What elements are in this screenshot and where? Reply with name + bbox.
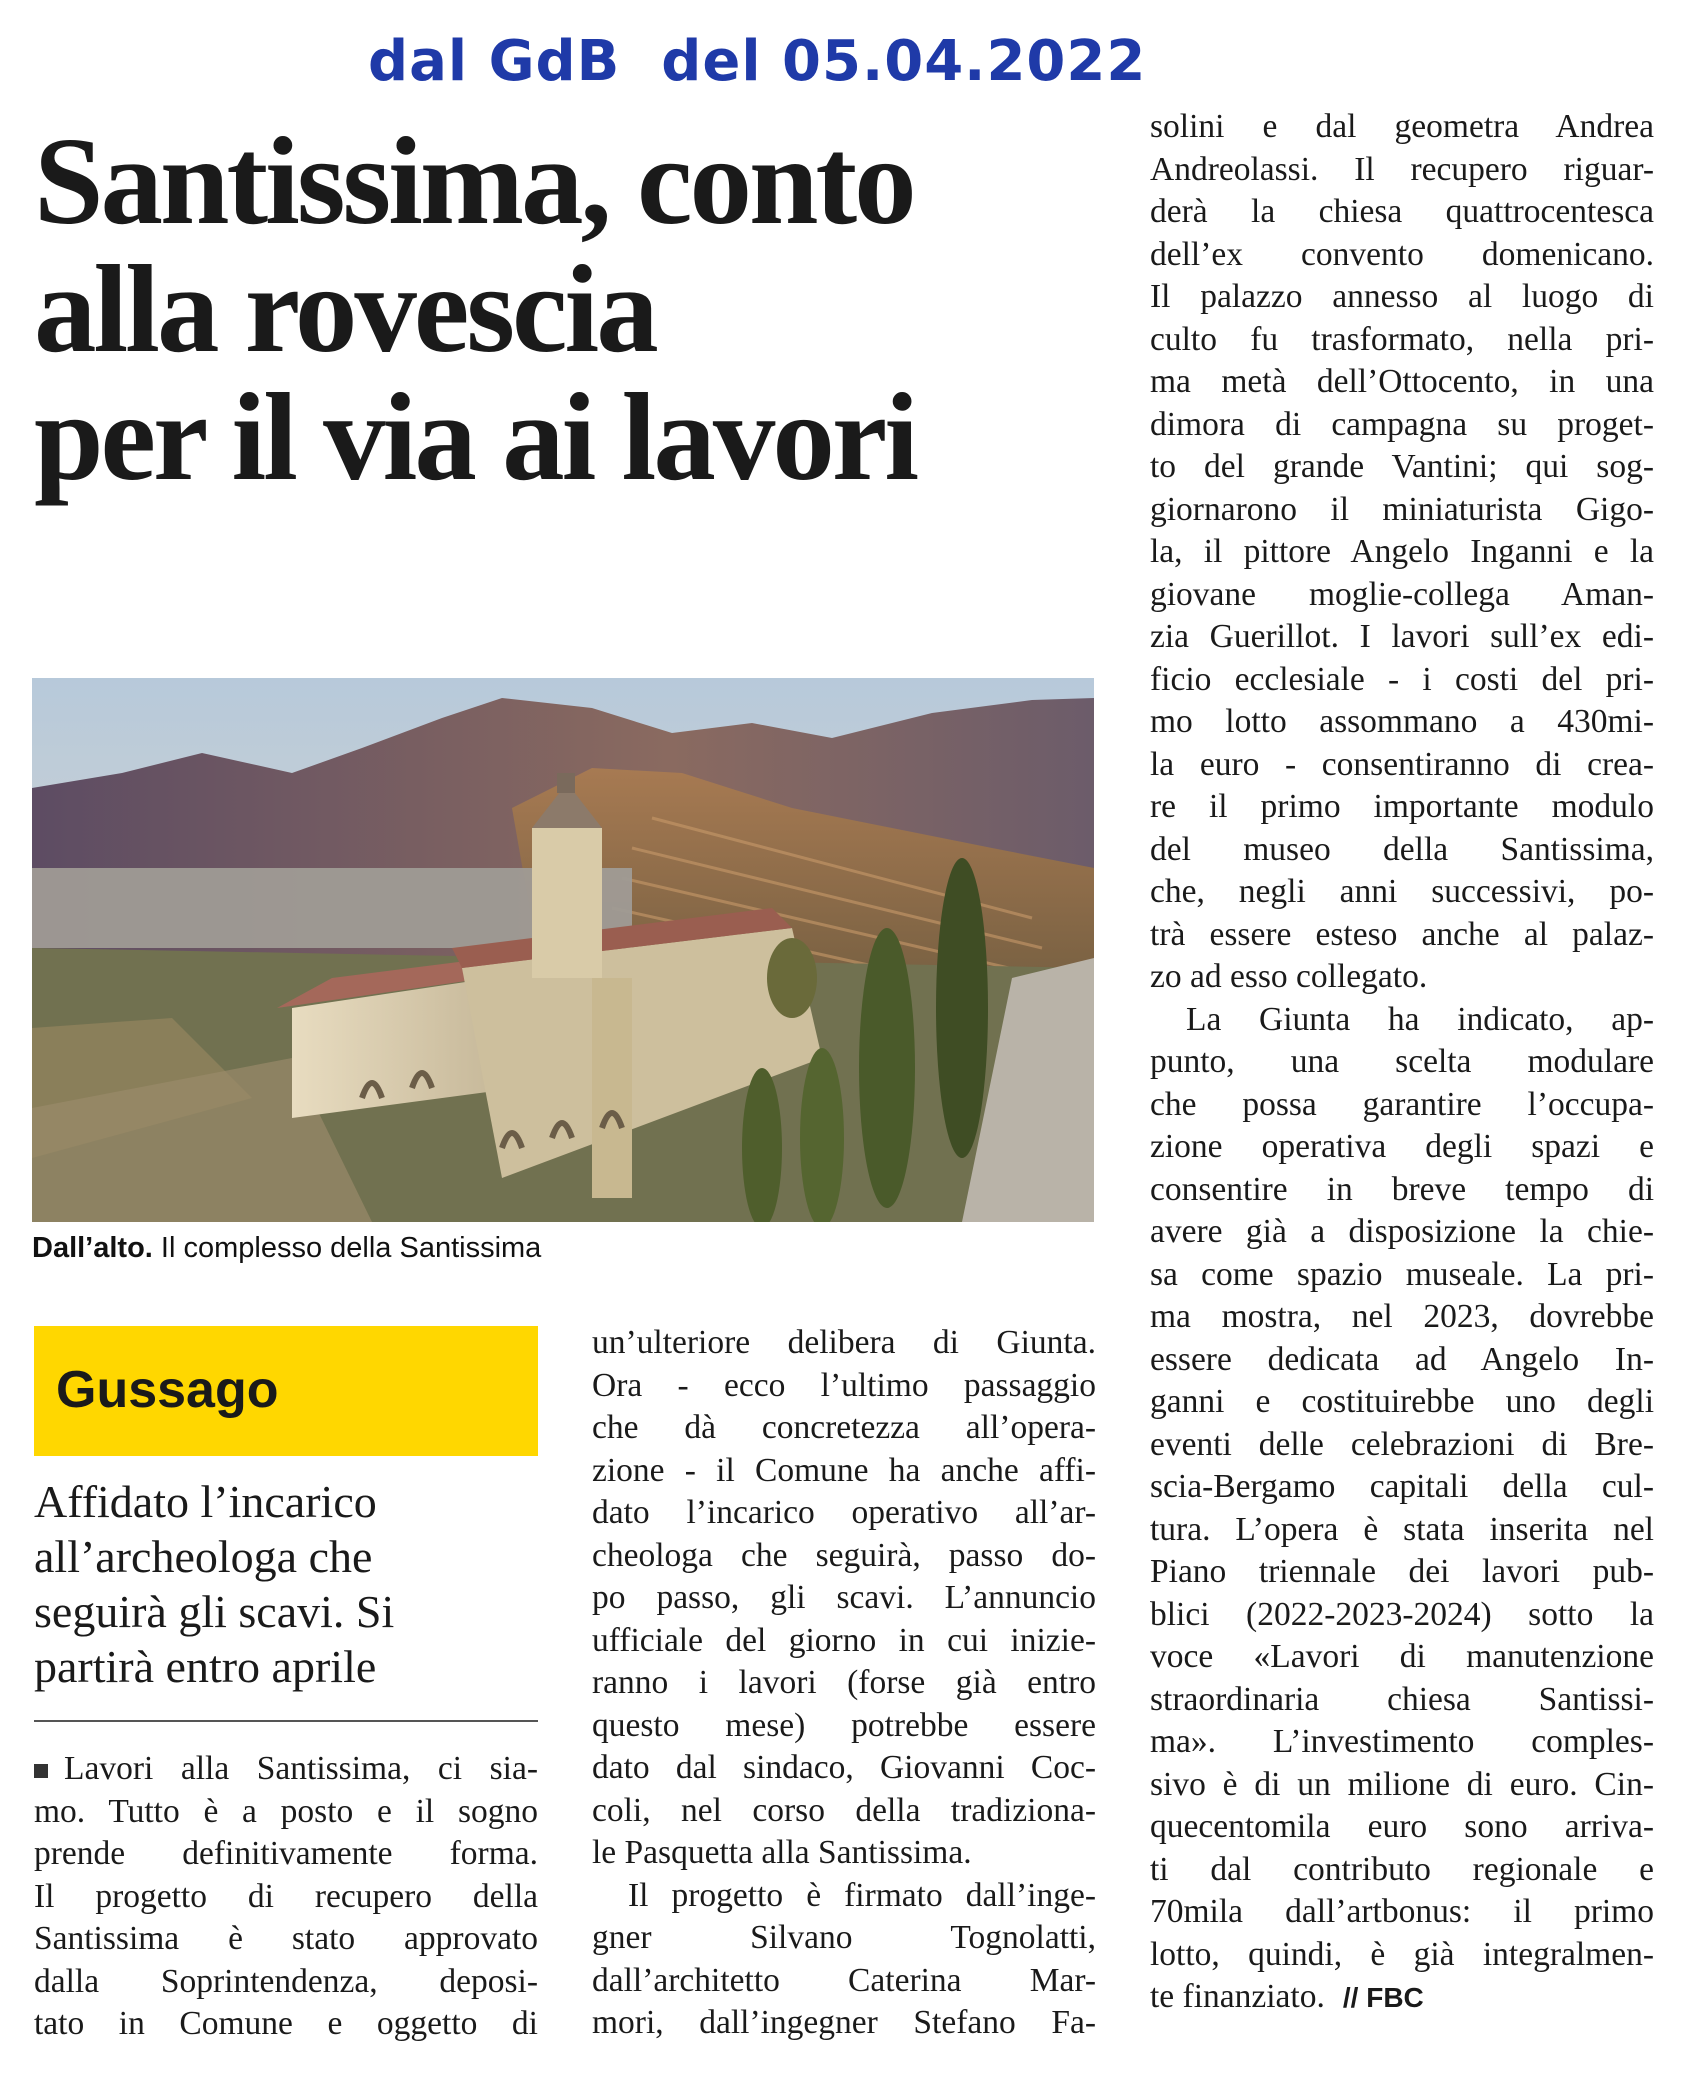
headline-line: Santissima, conto — [34, 113, 914, 251]
article-line: quecentomila euro sono arriva- — [1150, 1808, 1654, 1845]
article-column-2 — [592, 1322, 1096, 2045]
kicker-label: Gussago — [56, 1361, 279, 1419]
article-line: dato dal sindaco, Giovanni Coc- — [592, 1749, 1096, 1786]
article-line: trà essere esteso anche al palaz- — [1150, 915, 1654, 953]
article-line: zione - il Comune ha anche affi- — [592, 1451, 1096, 1489]
article-line: ficio ecclesiale - i costi del pri- — [1150, 660, 1654, 698]
article-line: giovane moglie-collega Aman- — [1150, 575, 1654, 613]
article-line: eventi delle celebrazioni di Bre- — [1150, 1425, 1654, 1463]
article-line: solini e dal geometra Andrea — [1150, 108, 1654, 145]
article-line: Il progetto è firmato dall’inge- — [628, 1876, 1096, 1914]
source-date-line: dal GdB del 05.04.2022 — [368, 29, 1147, 94]
article-line: Il progetto di recupero della — [34, 1877, 538, 1915]
article-line: che, negli anni successivi, po- — [1150, 873, 1654, 910]
article-line: zia Guerillot. I lavori sull’ex edi- — [1150, 618, 1654, 655]
article-line — [34, 1748, 538, 1791]
article-line: to del grande Vantini; qui sog- — [1150, 448, 1654, 485]
article-line: la, il pittore Angelo Inganni e la — [1150, 533, 1654, 570]
article-line: mo lotto assommano a 430mi- — [1150, 703, 1654, 740]
article-line: mori, dall’ingegner Stefano Fa- — [592, 2004, 1096, 2041]
article-line: mo. Tutto è a posto e il sogno — [34, 1792, 538, 1830]
article-line: che dà concretezza all’opera- — [592, 1409, 1096, 1446]
bullet-icon — [34, 1764, 48, 1778]
article-line: ma». L’investimento comples- — [1150, 1723, 1654, 1760]
article-line: coli, nel corso della tradiziona- — [592, 1791, 1096, 1829]
article-line: lotto, quindi, è già integralmen- — [1150, 1935, 1654, 1973]
article-line: ufficiale del giorno in cui inizie- — [592, 1621, 1096, 1659]
article-line-text: Lavori alla Santissima, ci sia- — [64, 1750, 538, 1787]
article-line: del museo della Santissima, — [1150, 830, 1654, 868]
article-line: sa come spazio museale. La pri- — [1150, 1255, 1654, 1293]
article-line: zione operativa degli spazi e — [1150, 1128, 1654, 1165]
article-line: re il primo importante modulo — [1150, 788, 1654, 825]
article-line: scia-Bergamo capitali della cul- — [1150, 1468, 1654, 1505]
divider — [34, 1720, 538, 1722]
article-column-3 — [1150, 106, 1654, 2019]
article-line: dalla Soprintendenza, deposi- — [34, 1962, 538, 2000]
headline — [34, 113, 1114, 507]
subtitle-line: all’archeologa che — [34, 1531, 373, 1582]
article-line: ranno i lavori (forse già entro — [592, 1664, 1096, 1701]
article-line: Il palazzo annesso al luogo di — [1150, 278, 1654, 315]
article-line: essere dedicata ad Angelo In- — [1150, 1340, 1654, 1378]
article-line: ma metà dell’Ottocento, in una — [1150, 363, 1654, 400]
article-line-text: te finanziato. — [1150, 1978, 1325, 2015]
article-line: avere già a disposizione la chie- — [1150, 1213, 1654, 1250]
article-line: Piano triennale dei lavori pub- — [1150, 1553, 1654, 1590]
article-line: ma mostra, nel 2023, dovrebbe — [1150, 1298, 1654, 1335]
subtitle-line: Affidato l’incarico — [34, 1476, 377, 1527]
article-line: culto fu trasformato, nella pri- — [1150, 320, 1654, 358]
headline-line: alla rovescia — [34, 241, 656, 379]
article-line — [1150, 1976, 1654, 2019]
article-line: Santissima è stato approvato — [34, 1920, 538, 1957]
article-line: dimora di campagna su proget- — [1150, 405, 1654, 443]
article-line: tura. L’opera è stata inserita nel — [1150, 1510, 1654, 1548]
article-line: Ora - ecco l’ultimo passaggio — [592, 1366, 1096, 1404]
caption-bold: Dall’alto. — [32, 1232, 153, 1264]
caption-text: Il complesso della Santissima — [152, 1232, 542, 1264]
article-line: un’ulteriore delibera di Giunta. — [592, 1324, 1096, 1361]
subtitle — [34, 1474, 554, 1694]
article-line: zo ad esso collegato. — [1150, 958, 1428, 995]
article-line: dell’ex convento domenicano. — [1150, 235, 1654, 273]
article-line: po passo, gli scavi. L’annuncio — [592, 1579, 1096, 1616]
article-line: straordinaria chiesa Santissi- — [1150, 1680, 1654, 1718]
subtitle-line: seguirà gli scavi. Si — [34, 1586, 395, 1637]
article-line: punto, una scelta modulare — [1150, 1043, 1654, 1080]
article-line: derà la chiesa quattrocentesca — [1150, 193, 1654, 230]
article-line: dato l’incarico operativo all’ar- — [592, 1494, 1096, 1531]
author-signature: // FBC — [1342, 1982, 1424, 2013]
article-line: consentire in breve tempo di — [1150, 1170, 1654, 1208]
article-line: La Giunta ha indicato, ap- — [1186, 1000, 1654, 1038]
article-line: prende definitivamente forma. — [34, 1835, 538, 1872]
article-line: le Pasquetta alla Santissima. — [592, 1834, 972, 1871]
article-line: la euro - consentiranno di crea- — [1150, 745, 1654, 783]
article-line: blici (2022-2023-2024) sotto la — [1150, 1595, 1654, 1633]
article-line: voce «Lavori di manutenzione — [1150, 1638, 1654, 1675]
article-column-1 — [34, 1748, 538, 2046]
article-line: questo mese) potrebbe essere — [592, 1706, 1096, 1744]
subtitle-line: partirà entro aprile — [34, 1641, 377, 1692]
article-line: 70mila dall’artbonus: il primo — [1150, 1893, 1654, 1930]
article-line: ti dal contributo regionale e — [1150, 1850, 1654, 1888]
article-line: Andreolassi. Il recupero riguar- — [1150, 150, 1654, 188]
article-line: ganni e costituirebbe uno degli — [1150, 1383, 1654, 1420]
article-line: tato in Comune e oggetto di — [34, 2005, 538, 2042]
article-line: dall’architetto Caterina Mar- — [592, 1961, 1096, 1999]
santissima-aerial-photo — [32, 678, 1094, 1222]
photo-caption — [32, 1232, 1032, 1265]
article-line: cheologa che seguirà, passo do- — [592, 1536, 1096, 1574]
article-line: che possa garantire l’occupa- — [1150, 1085, 1654, 1123]
article-line: giornarono il miniaturista Gigo- — [1150, 490, 1654, 528]
article-line: gner Silvano Tognolatti, — [592, 1919, 1096, 1956]
section-kicker — [34, 1326, 538, 1456]
article-line: sivo è di un milione di euro. Cin- — [1150, 1765, 1654, 1803]
headline-line: per il via ai lavori — [34, 369, 917, 507]
